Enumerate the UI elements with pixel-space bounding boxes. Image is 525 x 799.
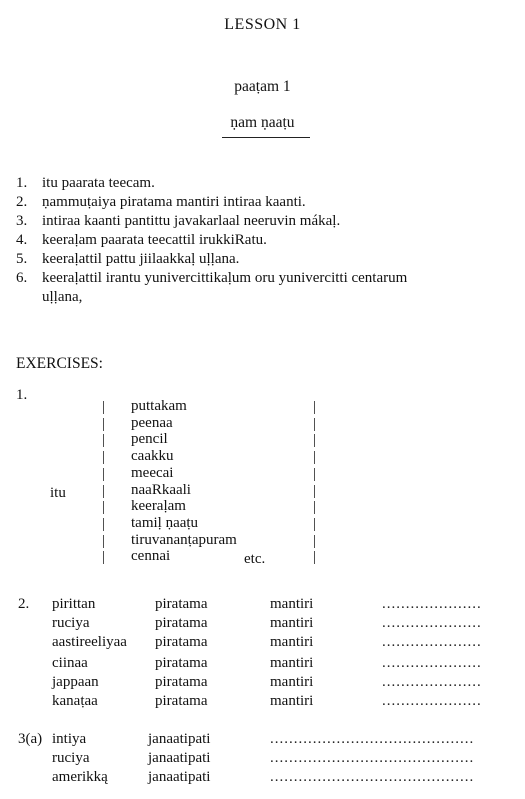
- sentence-text: itu paarata teecam.: [42, 175, 155, 191]
- title-word: piratama: [155, 693, 208, 709]
- title-word: piratama: [155, 615, 208, 631]
- sentence-item: [16, 213, 340, 230]
- answer-blank[interactable]: .....................: [382, 674, 482, 690]
- list-item: tamiḷ ṇaaṭu: [131, 514, 199, 531]
- exercises-heading: EXERCISES:: [16, 355, 103, 372]
- lesson-subheading: paaṭam 1: [234, 78, 291, 95]
- lesson-topic: ṇam ṇaaṭu: [230, 114, 295, 131]
- country-word: intiya: [52, 731, 87, 747]
- title-word: piratama: [155, 674, 208, 690]
- sentence-text: intiraa kaanti pantittu javakarlaal neeruvin mákaḷ.: [42, 213, 341, 229]
- title-word: janaatipati: [148, 769, 211, 785]
- sentence-number: 1.: [16, 175, 28, 191]
- list-item: meecai: [131, 464, 174, 481]
- list-item: pencil: [131, 431, 168, 448]
- sentence-number: 3.: [16, 213, 28, 229]
- answer-blank[interactable]: .....................: [382, 615, 482, 631]
- sentence-item: [16, 175, 155, 192]
- sentence-item: [16, 270, 407, 287]
- lesson-title: LESSON 1: [224, 16, 301, 33]
- answer-blank[interactable]: .....................: [382, 693, 482, 709]
- sentence-number: 6.: [16, 270, 28, 286]
- sentence-text: ṇammuṭaiya piratama mantiri intiraa kaanti.: [42, 194, 306, 210]
- list-item: caakku: [131, 448, 174, 465]
- title-word: piratama: [155, 596, 208, 612]
- list-item: keeraḷam: [131, 498, 186, 515]
- country-word: pirittan: [52, 596, 96, 612]
- exercise-number: 1.: [16, 387, 28, 403]
- answer-blank[interactable]: .....................: [382, 655, 482, 671]
- sentence-text: keeraḷattil pattu jiilaakkaḷ uḷḷana.: [42, 251, 240, 267]
- answer-blank[interactable]: ...........................................: [270, 750, 475, 766]
- exercise-number: 3(a): [18, 731, 43, 747]
- country-word: ruciya: [52, 615, 90, 631]
- title-word: mantiri: [270, 693, 314, 709]
- sentence-text: keeraḷam paarata teecattil irukkiRatu.: [42, 232, 267, 248]
- list-item: puttakam: [131, 398, 187, 414]
- sentence-text: keeraḷattil irantu yunivercittikaḷum oru yunivercitti centarum: [42, 270, 408, 286]
- country-word: ruciya: [52, 750, 90, 766]
- title-word: mantiri: [270, 615, 314, 631]
- sentence-item: [16, 251, 239, 268]
- title-word: janaatipati: [148, 731, 211, 747]
- sentence-number: 5.: [16, 251, 28, 267]
- title-word: mantiri: [270, 634, 314, 650]
- topic-underline: [222, 137, 310, 138]
- title-word: mantiri: [270, 674, 314, 690]
- answer-blank[interactable]: ...........................................: [270, 769, 475, 785]
- substitution-list: [131, 398, 237, 565]
- country-word: kanaṭaa: [52, 693, 98, 709]
- title-word: piratama: [155, 655, 208, 671]
- country-word: aastireeliyaa: [52, 634, 127, 650]
- right-bracket: | | | | | | | | | |: [313, 399, 317, 566]
- sentence-number: 4.: [16, 232, 28, 248]
- list-item: naaRkaali: [131, 481, 191, 498]
- sentence-number: 2.: [16, 194, 28, 210]
- sentence-item: [16, 194, 306, 211]
- title-word: janaatipati: [148, 750, 211, 766]
- list-item: tiruvananṭapuram: [131, 531, 237, 548]
- exercise-subject: itu: [50, 485, 66, 501]
- list-item: peenaa: [131, 414, 173, 431]
- answer-blank[interactable]: .....................: [382, 596, 482, 612]
- sentence-continuation: uḷḷana,: [42, 289, 83, 305]
- title-word: mantiri: [270, 596, 314, 612]
- country-word: ciinaa: [52, 655, 88, 671]
- title-word: piratama: [155, 634, 208, 650]
- exercise-number: 2.: [18, 596, 30, 612]
- etc-label: etc.: [244, 551, 266, 567]
- left-bracket: | | | | | | | | | |: [102, 399, 106, 566]
- country-word: jappaan: [52, 674, 99, 690]
- answer-blank[interactable]: ...........................................: [270, 731, 475, 747]
- answer-blank[interactable]: .....................: [382, 634, 482, 650]
- title-word: mantiri: [270, 655, 314, 671]
- list-item: cennai: [131, 548, 171, 565]
- sentence-item: [16, 232, 267, 249]
- country-word: amerikką: [52, 769, 108, 785]
